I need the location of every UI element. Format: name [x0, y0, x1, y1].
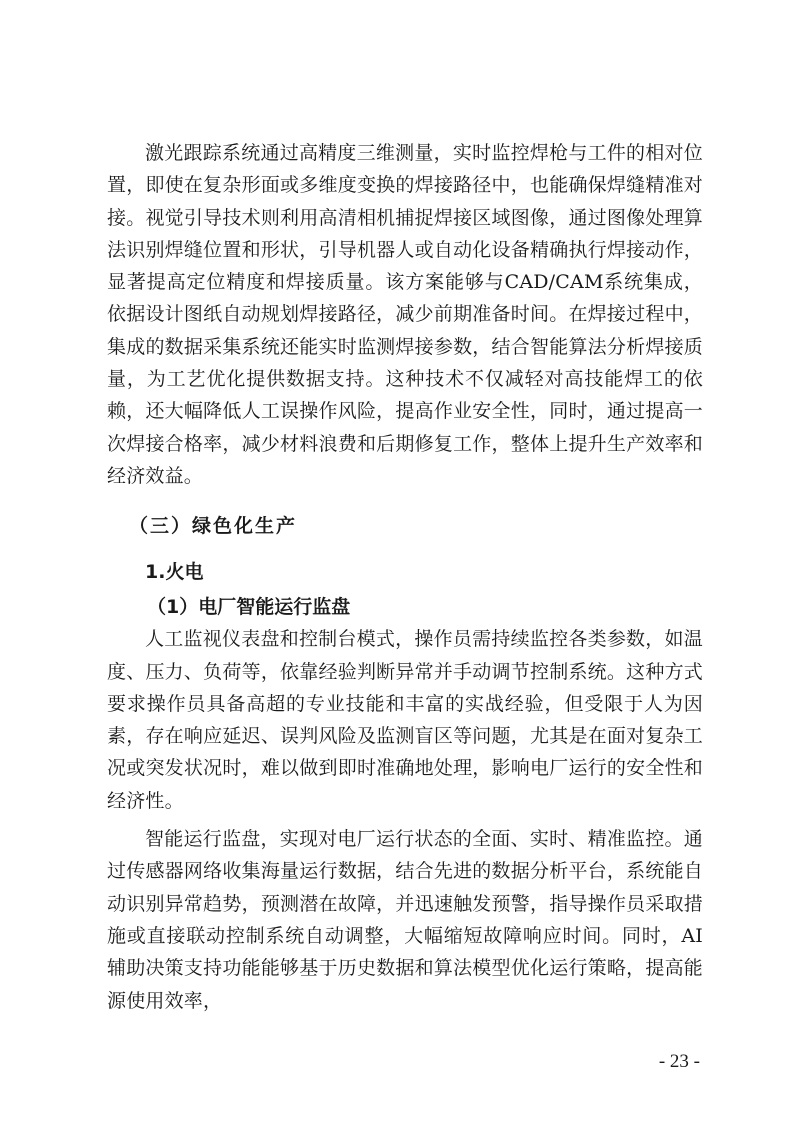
paragraph-smart-monitoring: 智能运行监盘，实现对电厂运行状态的全面、实时、精准监控。通过传感器网络收集海量运行数据，结合先进的数据分析平台，系统能自动识别异常趋势，预测潜在故障，并迅速触发预警，指导操作员采取措施或直接联动控制系统自动调整，大幅缩短故障响应时间。同时，AI辅助决策支持功能能够基于历史数据和算法模型优化运行策略，提高能源使用效率，: [107, 828, 703, 1012]
page-number: - 23 -: [658, 1051, 700, 1072]
section-heading: （三）绿色化生产: [129, 515, 298, 538]
paragraph-manual-monitoring: 人工监视仪表盘和控制台模式，操作员需持续监控各类参数，如温度、压力、负荷等，依靠经验判断异常并手动调节控制系统。这种方式要求操作员具备高超的专业技能和丰富的实战经验，但受限于人为因素，存在响应延迟、误判风险及监测盲区等问题，尤其是在面对复杂工况或突发状况时，难以做到即时准确地处理，影响电厂运行的安全性和经济性。: [107, 628, 703, 812]
paragraph-laser-tracking: 激光跟踪系统通过高精度三维测量，实时监控焊枪与工件的相对位置，即使在复杂形面或多维度变换的焊接路径中，也能确保焊缝精准对接。视觉引导技术则利用高清相机捕捉焊接区域图像，通过图像处理算法识别焊缝位置和形状，引导机器人或自动化设备精确执行焊接动作，显著提高定位精度和焊接质量。该方案能够与CAD/CAM系统集成，依据设计图纸自动规划焊接路径，减少前期准备时间。在焊接过程中，集成的数据采集系统还能实时监测焊接参数，结合智能算法分析焊接质量，为工艺优化提供数据支持。这种技术不仅减轻对高技能焊工的依赖，还大幅降低人工误操作风险，提高作业安全性，同时，通过提高一次焊接合格率，减少材料浪费和后期修复工作，整体上提升生产效率和经济效益。: [107, 142, 703, 487]
subheading: 1.火电: [145, 561, 204, 584]
page-content: [107, 137, 703, 1017]
subsubheading: （1）电厂智能运行监盘: [147, 596, 351, 619]
